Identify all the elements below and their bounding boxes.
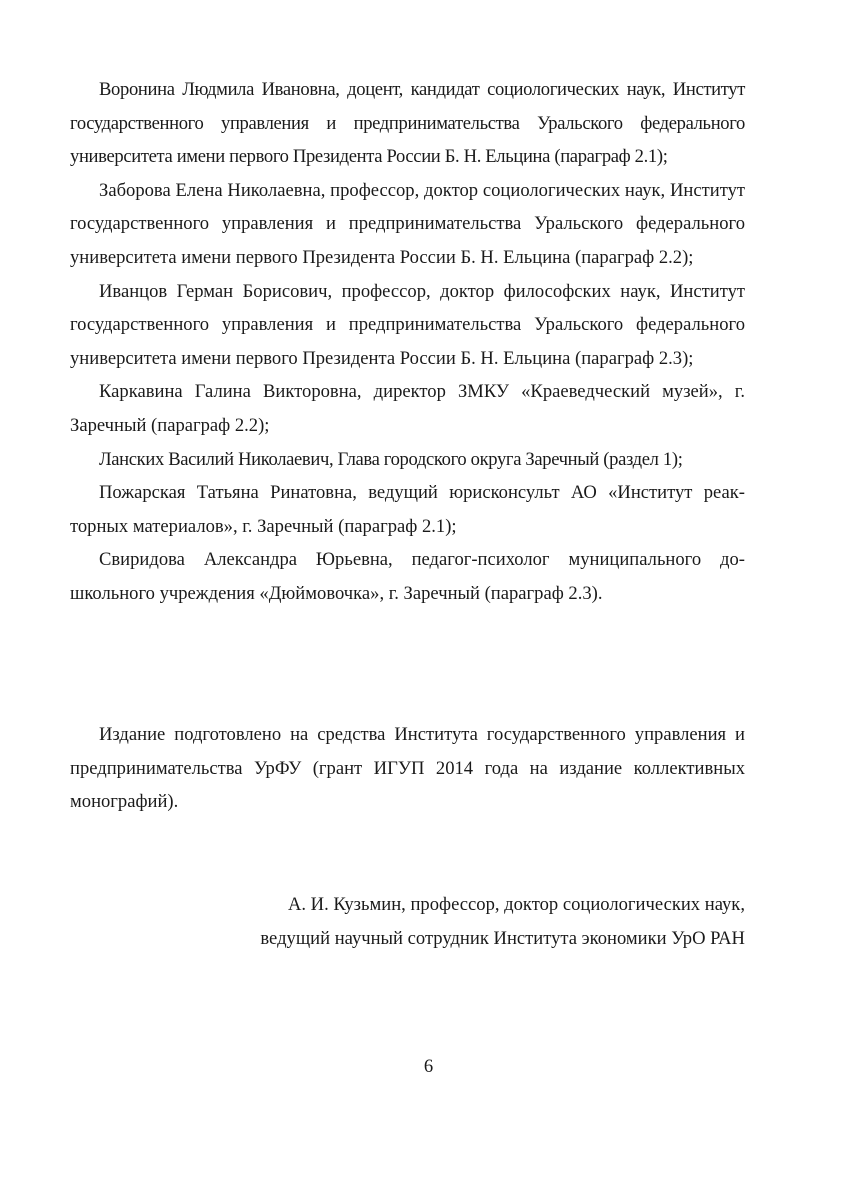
- reviewer-signature: [70, 888, 745, 955]
- contributor-paragraph: Свиридова Александра Юрьевна, педагог-психолог муниципального дошкольного учреждения «Дюймовочка», г. Заречный (параграф 2.3).: [70, 549, 745, 604]
- funding-note: [70, 718, 745, 819]
- page-number-container: [0, 1050, 857, 1084]
- contributor-paragraph: Иванцов Герман Борисович, профессор, доктор философских наук, Институт государственного управления и предпринимательства Уральского федерального университета имени первого Президента России Б. Н. Ельцина (параграф 2.3);: [70, 280, 745, 369]
- contributor-paragraph: Воронина Людмила Ивановна, доцент, кандидат социологических наук, Институт государственного управления и предпринимательства Уральского федерального университета имени первого Президента России Б. Н. Ельцина (параграф 2.1);: [70, 79, 745, 168]
- contributors-list: [70, 73, 745, 611]
- reviewer-line-2: ведущий научный сотрудник Института экономики УрО РАН: [260, 927, 745, 949]
- contributor-paragraph: Каркавина Галина Викторовна, директор ЗМКУ «Краеведческий музей», г. Заречный (параграф 2.2);: [70, 381, 745, 436]
- page-number: 6: [423, 1056, 434, 1077]
- funding-paragraph: Издание подготовлено на средства Института государственного управления и предпринимательства УрФУ (грант ИГУП 2014 года на издание коллективных монографий).: [70, 724, 745, 813]
- contributor-paragraph: Ланских Василий Николаевич, Глава городского округа Заречный (раздел 1);: [99, 448, 683, 470]
- reviewer-line-1: А. И. Кузьмин, профессор, доктор социологических наук,: [287, 894, 745, 915]
- contributor-paragraph: Пожарская Татьяна Ринатовна, ведущий юрисконсульт АО «Институт реакторных материалов», г. Заречный (параграф 2.1);: [70, 482, 745, 537]
- contributor-paragraph: Заборова Елена Николаевна, профессор, доктор социологических наук, Институт государственного управления и предпринимательства Уральского федерального университета имени первого Президента России Б. Н. Ельцина (параграф 2.2);: [70, 179, 745, 268]
